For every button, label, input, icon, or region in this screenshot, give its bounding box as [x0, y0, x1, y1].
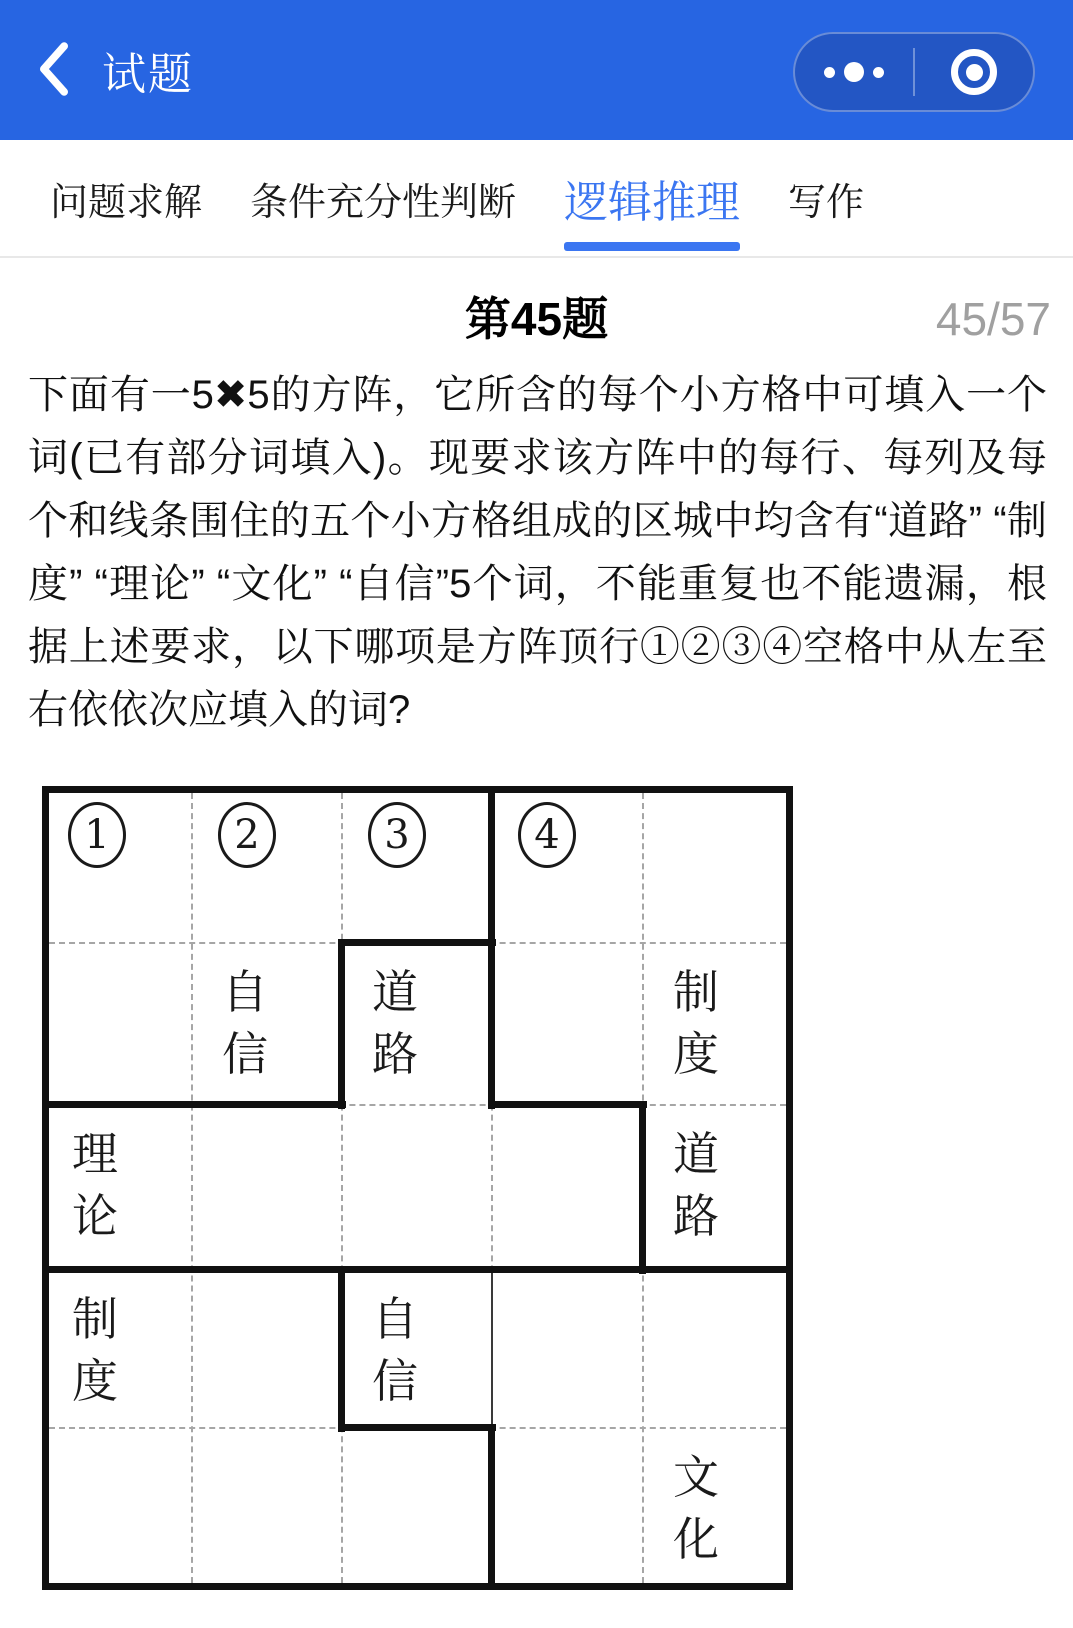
cell-word: 自 信 [372, 1292, 418, 1408]
tab-label: 逻辑推理 [564, 178, 741, 227]
page-title: 试题 [102, 50, 194, 99]
grid-cell-r4c1 [42, 1270, 192, 1428]
chevron-left-icon [37, 41, 71, 100]
circled-number-3: 3 [368, 802, 426, 868]
grid-cell-r3c1 [42, 1105, 192, 1270]
tab-label: 写作 [788, 181, 865, 224]
grid-cell-r2c5 [643, 943, 793, 1105]
circled-number-4: 4 [518, 802, 576, 868]
grid-cell-r2c2 [192, 943, 342, 1105]
cell-word: 道 路 [372, 965, 418, 1081]
cell-word: 理 论 [72, 1127, 118, 1243]
cell-word: 道 路 [673, 1127, 719, 1243]
question-text: 下面有一5✖5的方阵，它所含的每个小方格中可填入一个词(已有部分词填入)。现要求该方阵中的每行、每列及每个和线条围住的五个小方格组成的区城中均含有“道路” “制度” “理论” “文化” “自信”5个词，不能重复也不能遗漏，根据上述要求，以下哪项是方阵顶行①②③④空格中从左至右依依次应填入的词? [28, 373, 1047, 732]
cell-word: 制 度 [673, 965, 719, 1081]
cell-word: 文 化 [673, 1450, 719, 1566]
tab-logic-reasoning[interactable] [564, 140, 740, 256]
circled-number-2: 2 [218, 802, 276, 868]
cell-word: 自 信 [222, 965, 268, 1081]
question-progress: 45/57 [935, 293, 1051, 345]
target-circle-icon [951, 49, 997, 95]
miniprogram-capsule [793, 32, 1035, 112]
circled-number-1: 1 [68, 802, 126, 868]
grid-cell-r2c3 [342, 943, 492, 1105]
grid-cell-r1c2 [192, 786, 342, 943]
grid-cell-r3c5 [643, 1105, 793, 1270]
ellipsis-icon [824, 62, 884, 82]
question-header [0, 290, 1073, 348]
tab-bar [0, 140, 1073, 258]
grid-cell-r1c4 [492, 786, 643, 943]
tab-problem-solving[interactable] [50, 140, 202, 256]
grid-cell-r4c3 [342, 1270, 492, 1428]
more-button[interactable] [795, 34, 913, 110]
cell-word: 制 度 [72, 1292, 118, 1408]
tab-label: 条件充分性判断 [250, 181, 517, 224]
grid-cell-r1c1 [42, 786, 192, 943]
tab-label: 问题求解 [50, 181, 203, 224]
question-number: 第45题 [464, 293, 609, 345]
puzzle-grid [42, 786, 793, 1590]
grid-cell-r1c3 [342, 786, 492, 943]
tab-condition-sufficiency[interactable] [250, 140, 516, 256]
close-home-button[interactable] [915, 34, 1033, 110]
active-tab-underline [564, 242, 740, 251]
grid-cell-r5c5 [643, 1428, 793, 1590]
tab-writing[interactable] [788, 140, 864, 256]
nav-bar [0, 0, 1073, 140]
back-button[interactable] [24, 35, 84, 105]
